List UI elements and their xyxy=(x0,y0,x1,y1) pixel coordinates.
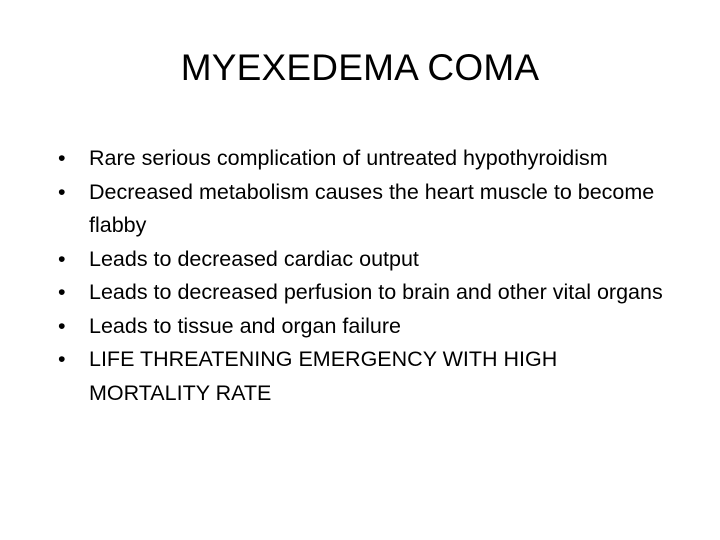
bullet-icon: • xyxy=(58,280,66,304)
bullet-text: Leads to decreased perfusion to brain and other vital organs xyxy=(89,280,663,304)
bullet-text: Leads to tissue and organ failure xyxy=(89,313,401,338)
bullet-text: Rare serious complication of untreated hypothyroidism xyxy=(89,146,608,170)
bullet-item xyxy=(58,243,678,277)
bullet-item xyxy=(58,343,678,410)
bullet-item xyxy=(58,276,678,310)
bullet-item xyxy=(58,142,678,176)
bullet-list xyxy=(58,142,678,410)
bullet-item xyxy=(58,176,678,243)
bullet-icon: • xyxy=(58,246,66,271)
bullet-icon: • xyxy=(58,146,66,170)
slide-title: MYEXEDEMA COMA xyxy=(180,47,540,88)
bullet-text: Leads to decreased cardiac output xyxy=(89,246,419,271)
bullet-text: LIFE THREATENING EMERGENCY WITH HIGH MORTALITY RATE xyxy=(89,347,558,405)
bullet-icon: • xyxy=(58,179,66,204)
bullet-icon: • xyxy=(58,347,66,371)
bullet-item xyxy=(58,310,678,344)
bullet-text: Decreased metabolism causes the heart muscle to become flabby xyxy=(89,179,655,237)
bullet-icon: • xyxy=(58,313,66,338)
